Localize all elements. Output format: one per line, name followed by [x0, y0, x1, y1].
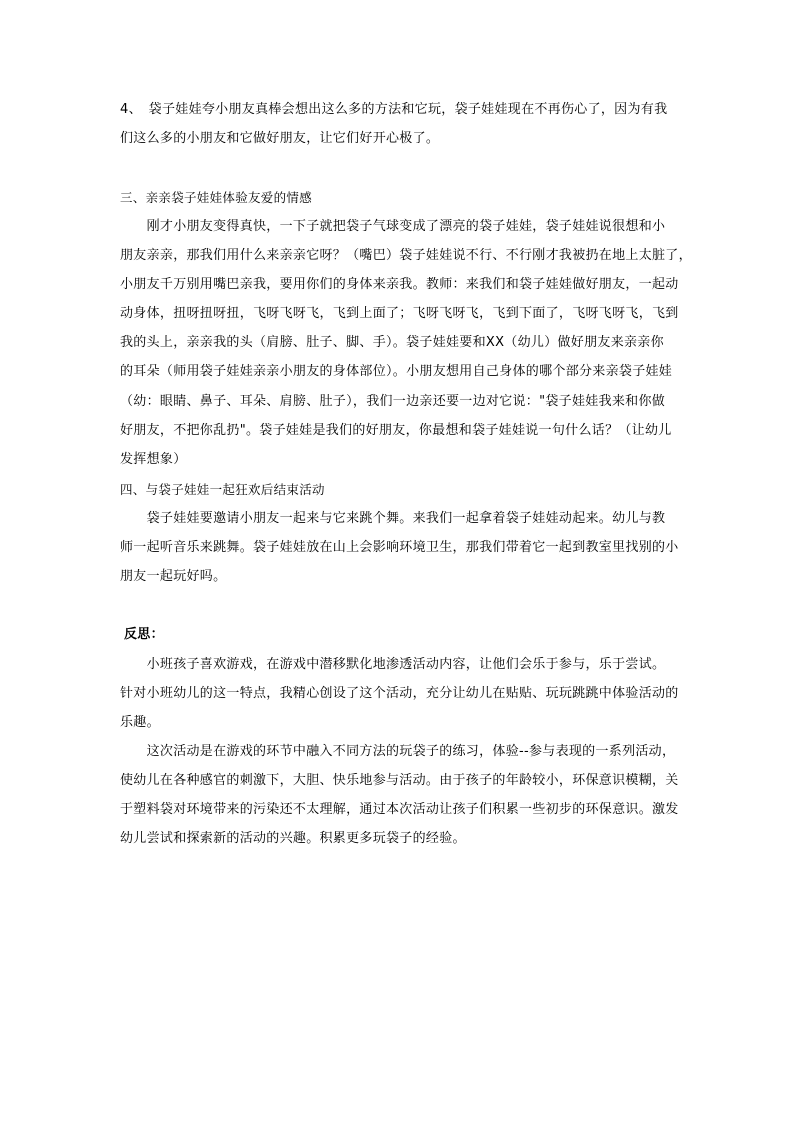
- item4-line-1: 4、 袋子娃娃夸小朋友真棒会想出这么多的方法和它玩，袋子娃娃现在不再伤心了，因为有我: [120, 102, 668, 117]
- section3-line-8: 好朋友，不把你乱扔"。袋子娃娃是我们的好朋友，你最想和袋子娃娃说一句什么话？（让幼儿: [120, 423, 672, 438]
- reflection-line-6: 于塑料袋对环境带来的污染还不太理解，通过本次活动让孩子们积累一些初步的环保意识。激发: [120, 802, 679, 817]
- section3-line-2: 朋友亲亲，那我们用什么来亲亲它呀？（嘴巴）袋子娃娃说不行、不行刚才我被扔在地上太脏了，: [120, 248, 692, 263]
- reflection-line-5: 使幼儿在各种感官的刺激下，大胆、快乐地参与活动。由于孩子的年龄较小，环保意识模糊，关: [120, 773, 679, 788]
- reflection-line-3: 乐趣。: [120, 715, 160, 730]
- section3-line-6: 的耳朵（师用袋子娃娃亲亲小朋友的身体部位）。小朋友想用自己身体的哪个部分来亲袋子娃娃: [120, 364, 673, 379]
- reflection-line-7: 幼儿尝试和探索新的活动的兴趣。积累更多玩袋子的经验。: [120, 831, 466, 846]
- section4-line-3: 朋友一起玩好吗。: [120, 569, 227, 584]
- section3-line-5: 我的头上，亲亲我的头（肩膀、肚子、脚、手）。袋子娃娃要和XX（幼儿）做好朋友来亲亲你: [120, 335, 664, 350]
- reflection-heading: 反思：: [124, 627, 164, 642]
- section4-heading: 四、与袋子娃娃一起狂欢后结束活动: [120, 482, 325, 497]
- section3-line-4: 动身体，扭呀扭呀扭，飞呀飞呀飞，飞到上面了；飞呀飞呀飞，飞到下面了，飞呀飞呀飞，飞到: [120, 306, 679, 321]
- reflection-line-4: 这次活动是在游戏的环节中融入不同方法的玩袋子的练习，体验--参与表现的一系列活动，: [120, 744, 676, 759]
- section3-line-9: 发挥想象）: [120, 452, 187, 467]
- item4-line-2: 们这么多的小朋友和它做好朋友，让它们好开心极了。: [120, 131, 440, 146]
- section3-line-7: （幼：眼睛、鼻子、耳朵、肩膀、肚子），我们一边亲还要一边对它说："袋子娃娃我来和你做: [120, 394, 666, 409]
- section3-line-1: 刚才小朋友变得真快，一下子就把袋子气球变成了漂亮的袋子娃娃，袋子娃娃说很想和小: [120, 219, 666, 234]
- section3-heading: 三、亲亲袋子娃娃体验友爱的情感: [120, 190, 313, 205]
- section4-line-2: 师一起听音乐来跳舞。袋子娃娃放在山上会影响环境卫生，那我们带着它一起到教室里找别的小: [120, 540, 679, 555]
- reflection-line-1: 小班孩子喜欢游戏，在游戏中潜移默化地渗透活动内容，让他们会乐于参与，乐于尝试。: [120, 657, 666, 672]
- section4-line-1: 袋子娃娃要邀请小朋友一起来与它来跳个舞。来我们一起拿着袋子娃娃动起来。幼儿与教: [120, 511, 666, 526]
- reflection-line-2: 针对小班幼儿的这一特点，我精心创设了这个活动，充分让幼儿在贴贴、玩玩跳跳中体验活动的: [120, 686, 679, 701]
- section3-line-3: 小朋友千万别用嘴巴亲我，要用你们的身体来亲我。教师：来我们和袋子娃娃做好朋友，一起动: [120, 277, 679, 292]
